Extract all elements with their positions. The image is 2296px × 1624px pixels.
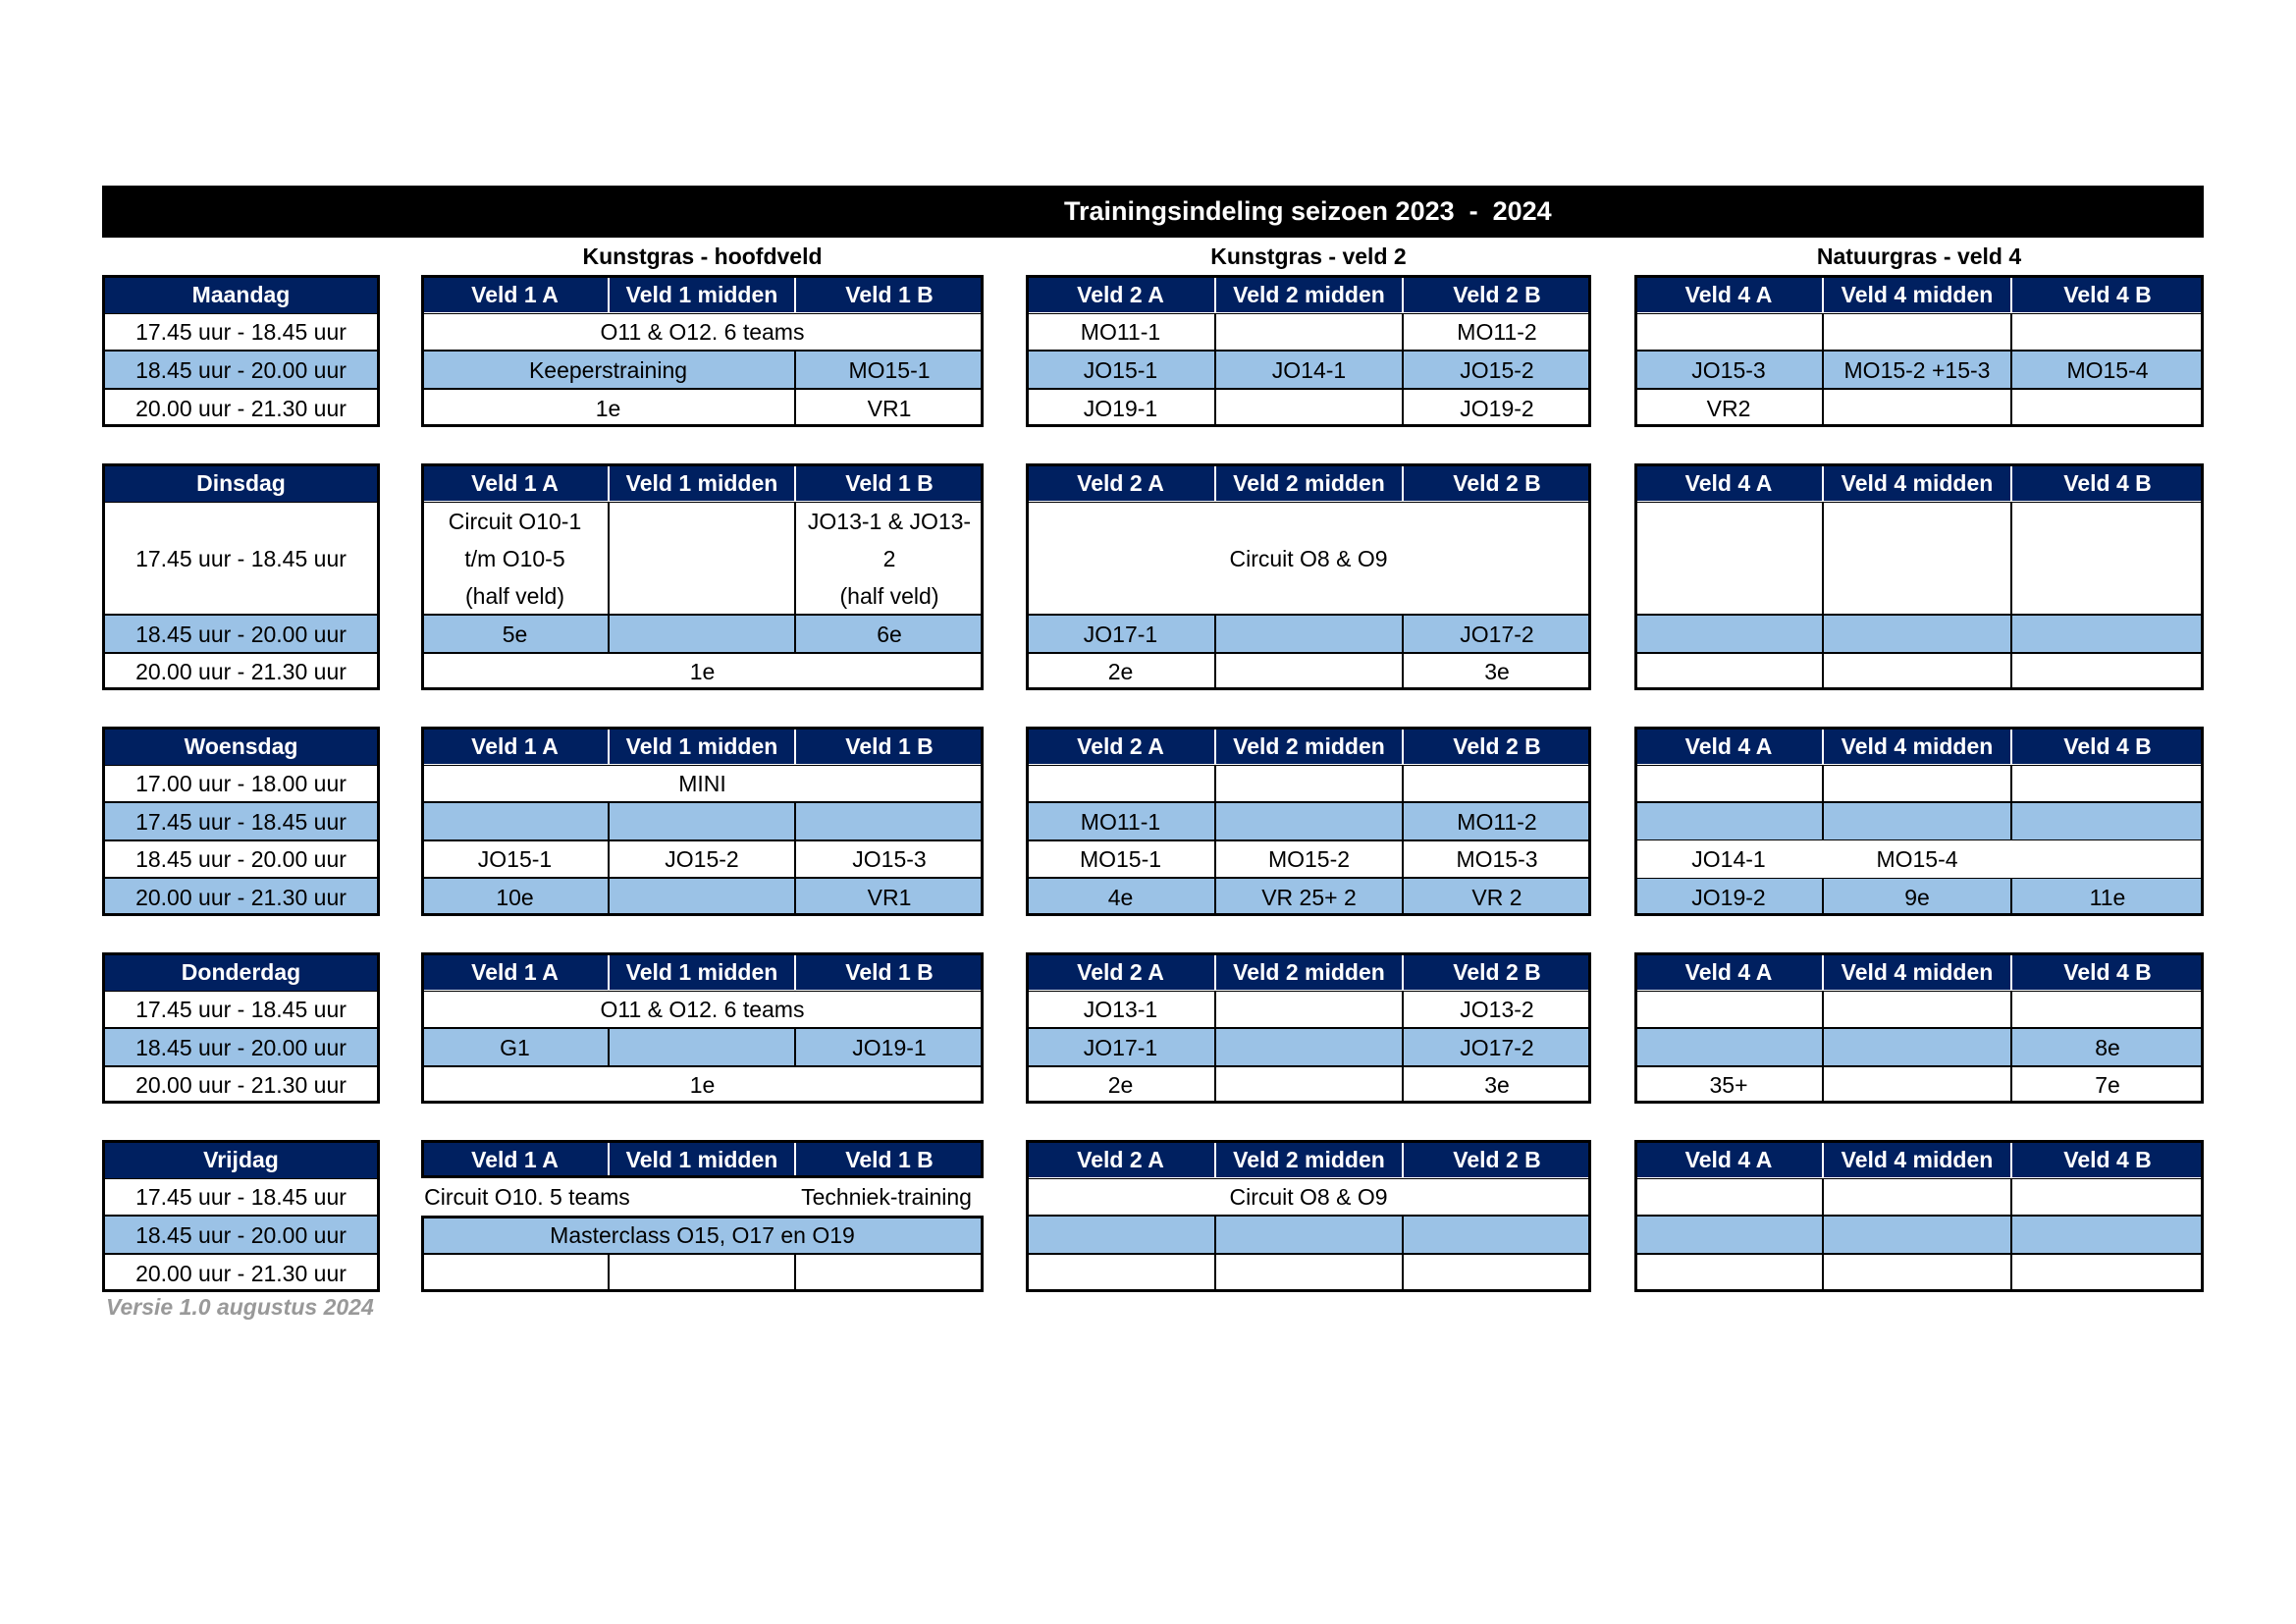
maandag-time-column	[102, 275, 380, 427]
donderdag-time-column	[102, 952, 380, 1104]
column-header: Veld 1 A	[421, 952, 609, 991]
schedule-cell	[609, 615, 795, 653]
schedule-cell: JO17-2	[1403, 615, 1591, 653]
schedule-cell	[1215, 313, 1403, 351]
schedule-cell	[2011, 653, 2204, 690]
day-header-maandag: Maandag	[102, 275, 380, 313]
donderdag-field-4	[1634, 952, 2204, 1104]
schedule-cell: MO15-3	[1403, 840, 1591, 878]
woensdag-field-2	[1026, 727, 1591, 916]
schedule-cell	[1634, 802, 1823, 840]
schedule-cell	[1823, 802, 2011, 840]
schedule-cell: MO15-1	[795, 351, 984, 389]
time-slot: 17.45 uur - 18.45 uur	[102, 802, 380, 840]
schedule-cell: MINI	[421, 765, 984, 802]
column-header: Veld 4 B	[2011, 952, 2204, 991]
schedule-cell	[609, 1254, 795, 1292]
schedule-cell: 5e	[421, 615, 609, 653]
column-header: Veld 4 A	[1634, 952, 1823, 991]
vrijdag-field-1	[421, 1140, 984, 1292]
schedule-cell	[1634, 765, 1823, 802]
time-slot: 20.00 uur - 21.30 uur	[102, 653, 380, 690]
schedule-cell: MO15-2	[1215, 840, 1403, 878]
schedule-cell: Keeperstraining	[421, 351, 795, 389]
schedule-cell	[2011, 1216, 2204, 1254]
schedule-cell	[1215, 802, 1403, 840]
schedule-cell: JO19-1	[1026, 389, 1215, 427]
column-header: Veld 1 midden	[609, 727, 795, 765]
time-slot: 17.00 uur - 18.00 uur	[102, 765, 380, 802]
schedule-cell	[2011, 802, 2204, 840]
schedule-cell: Circuit O8 & O9	[1026, 502, 1591, 615]
schedule-cell: MO11-2	[1403, 802, 1591, 840]
schedule-cell	[1823, 1178, 2011, 1216]
time-slot: 17.45 uur - 18.45 uur	[102, 313, 380, 351]
schedule-cell: JO14-1	[1691, 846, 1766, 872]
page-title: Trainingsindeling seizoen 2023 - 2024	[102, 186, 2204, 238]
woensdag-field-4	[1634, 727, 2204, 916]
column-header: Veld 2 midden	[1215, 463, 1403, 502]
schedule-cell	[2011, 502, 2204, 615]
schedule-cell: 3e	[1403, 1066, 1591, 1104]
schedule-cell	[1823, 615, 2011, 653]
schedule-cell	[1634, 653, 1823, 690]
schedule-cell: MO15-4	[2011, 351, 2204, 389]
schedule-cell	[1634, 1028, 1823, 1066]
column-header: Veld 4 midden	[1823, 952, 2011, 991]
woensdag-field-1	[421, 727, 984, 916]
vrijdag-field-4	[1634, 1140, 2204, 1292]
schedule-cell	[1215, 991, 1403, 1028]
column-header: Veld 4 A	[1634, 727, 1823, 765]
schedule-cell: 10e	[421, 878, 609, 916]
version-note: Versie 1.0 augustus 2024	[106, 1294, 374, 1320]
section-kunstgras-hoofdveld: Kunstgras - hoofdveld	[582, 244, 823, 269]
schedule-cell: JO13-2	[1403, 991, 1591, 1028]
cell-line: (half veld)	[465, 582, 564, 609]
schedule-cell	[2011, 389, 2204, 427]
schedule-cell: Circuit O8 & O9	[1026, 1178, 1591, 1216]
schedule-cell	[1634, 991, 1823, 1028]
schedule-cell	[1215, 1028, 1403, 1066]
schedule-cell: VR1	[795, 389, 984, 427]
schedule-cell	[1215, 1254, 1403, 1292]
schedule-cell: VR2	[1634, 389, 1823, 427]
schedule-cell: VR 2	[1403, 878, 1591, 916]
schedule-cell	[1403, 765, 1591, 802]
schedule-cell: JO15-3	[795, 840, 984, 878]
schedule-cell: JO13-1	[1026, 991, 1215, 1028]
schedule-cell: MO11-2	[1403, 313, 1591, 351]
schedule-cell	[1215, 653, 1403, 690]
vrijdag-field-2	[1026, 1140, 1591, 1292]
schedule-cell: 7e	[2011, 1066, 2204, 1104]
schedule-cell	[1215, 389, 1403, 427]
column-header: Veld 2 B	[1403, 952, 1591, 991]
schedule-cell: JO14-1	[1215, 351, 1403, 389]
schedule-cell: MO11-1	[1026, 802, 1215, 840]
column-header: Veld 2 A	[1026, 275, 1215, 313]
schedule-cell	[1215, 615, 1403, 653]
schedule-cell: VR1	[795, 878, 984, 916]
schedule-cell	[421, 1254, 609, 1292]
cell-line: t/m O10-5	[464, 545, 565, 571]
schedule-cell: VR 25+ 2	[1215, 878, 1403, 916]
schedule-cell	[1823, 1028, 2011, 1066]
schedule-cell	[1215, 765, 1403, 802]
column-header: Veld 1 A	[421, 727, 609, 765]
column-header: Veld 4 A	[1634, 463, 1823, 502]
column-header: Veld 4 B	[2011, 1140, 2204, 1178]
schedule-cell	[421, 802, 609, 840]
schedule-cell: 8e	[2011, 1028, 2204, 1066]
column-header: Veld 1 B	[795, 952, 984, 991]
schedule-cell	[1634, 313, 1823, 351]
day-header-dinsdag: Dinsdag	[102, 463, 380, 502]
schedule-cell	[795, 1254, 984, 1292]
column-header: Veld 2 B	[1403, 463, 1591, 502]
schedule-cell: 3e	[1403, 653, 1591, 690]
maandag-field-1	[421, 275, 984, 427]
schedule-cell	[795, 502, 984, 615]
schedule-cell	[1823, 1216, 2011, 1254]
schedule-cell	[1634, 1254, 1823, 1292]
schedule-cell: O11 & O12. 6 teams	[421, 313, 984, 351]
schedule-cell: Masterclass O15, O17 en O19	[421, 1216, 984, 1254]
time-slot: 17.45 uur - 18.45 uur	[102, 1178, 380, 1216]
schedule-cell: 6e	[795, 615, 984, 653]
column-header: Veld 2 midden	[1215, 727, 1403, 765]
schedule-cell	[1823, 389, 2011, 427]
column-header: Veld 2 A	[1026, 727, 1215, 765]
schedule-cell	[2011, 991, 2204, 1028]
time-slot: 20.00 uur - 21.30 uur	[102, 389, 380, 427]
column-header: Veld 2 B	[1403, 1140, 1591, 1178]
schedule-cell: JO17-1	[1026, 615, 1215, 653]
time-slot: 17.45 uur - 18.45 uur	[102, 991, 380, 1028]
column-header: Veld 1 B	[795, 727, 984, 765]
column-header: Veld 4 B	[2011, 727, 2204, 765]
schedule-cell	[1823, 1066, 2011, 1104]
schedule-cell: 11e	[2011, 878, 2204, 916]
day-header-woensdag: Woensdag	[102, 727, 380, 765]
schedule-cell: Circuit O10. 5 teams	[424, 1184, 630, 1210]
schedule-cell: 1e	[421, 389, 795, 427]
cell-line: Circuit O10-1	[448, 508, 582, 534]
time-slot: 18.45 uur - 20.00 uur	[102, 1028, 380, 1066]
schedule-cell	[609, 1028, 795, 1066]
dinsdag-time-column	[102, 463, 380, 690]
schedule-cell	[2011, 765, 2204, 802]
column-header: Veld 1 B	[795, 463, 984, 502]
schedule-cell	[2011, 313, 2204, 351]
schedule-cell: Techniek-training	[801, 1184, 972, 1210]
schedule-cell	[2011, 1178, 2204, 1216]
dinsdag-field-4	[1634, 463, 2204, 690]
schedule-cell	[1634, 615, 1823, 653]
schedule-cell: 1e	[421, 1066, 984, 1104]
schedule-cell	[795, 802, 984, 840]
schedule-cell	[1026, 765, 1215, 802]
schedule-cell: JO19-2	[1634, 878, 1823, 916]
donderdag-field-1	[421, 952, 984, 1104]
schedule-cell	[1634, 502, 1823, 615]
column-header: Veld 1 midden	[609, 275, 795, 313]
schedule-cell: G1	[421, 1028, 609, 1066]
schedule-cell: 4e	[1026, 878, 1215, 916]
column-header: Veld 1 B	[795, 1140, 984, 1178]
schedule-cell: 35+	[1634, 1066, 1823, 1104]
schedule-cell	[1634, 1178, 1823, 1216]
schedule-cell: JO15-1	[421, 840, 609, 878]
schedule-cell: O11 & O12. 6 teams	[421, 991, 984, 1028]
schedule-cell	[1403, 1254, 1591, 1292]
woensdag-time-column	[102, 727, 380, 916]
schedule-cell	[1823, 765, 2011, 802]
schedule-cell: JO17-2	[1403, 1028, 1591, 1066]
section-kunstgras-veld-2: Kunstgras - veld 2	[1210, 244, 1407, 269]
schedule-cell	[1634, 1216, 1823, 1254]
time-slot: 18.45 uur - 20.00 uur	[102, 1216, 380, 1254]
column-header: Veld 1 B	[795, 275, 984, 313]
schedule-cell	[1215, 1216, 1403, 1254]
maandag-field-2	[1026, 275, 1591, 427]
column-header: Veld 4 midden	[1823, 463, 2011, 502]
dinsdag-field-2	[1026, 463, 1591, 690]
column-header: Veld 4 midden	[1823, 727, 2011, 765]
time-slot: 17.45 uur - 18.45 uur	[102, 502, 380, 615]
schedule-cell: MO11-1	[1026, 313, 1215, 351]
column-header: Veld 2 midden	[1215, 275, 1403, 313]
schedule-cell	[1823, 653, 2011, 690]
schedule-cell: 1e	[421, 653, 984, 690]
schedule-cell: JO17-1	[1026, 1028, 1215, 1066]
column-header: Veld 2 B	[1403, 275, 1591, 313]
schedule-cell	[1215, 1066, 1403, 1104]
schedule-cell	[2011, 1254, 2204, 1292]
schedule-cell	[2011, 840, 2204, 878]
dinsdag-field-1	[421, 463, 984, 690]
cell-line: 2	[882, 545, 896, 571]
column-header: Veld 4 midden	[1823, 275, 2011, 313]
column-header: Veld 4 B	[2011, 463, 2204, 502]
time-slot: 20.00 uur - 21.30 uur	[102, 1254, 380, 1292]
schedule-cell	[1823, 1254, 2011, 1292]
column-header: Veld 2 midden	[1215, 1140, 1403, 1178]
column-header: Veld 1 A	[421, 1140, 609, 1178]
schedule-cell: MO15-2 +15-3	[1823, 351, 2011, 389]
column-header: Veld 4 midden	[1823, 1140, 2011, 1178]
cell-line: JO13-1 & JO13-	[807, 508, 972, 534]
schedule-cell	[1403, 1216, 1591, 1254]
schedule-cell	[609, 502, 795, 615]
day-header-donderdag: Donderdag	[102, 952, 380, 991]
schedule-cell	[1823, 502, 2011, 615]
schedule-cell	[1026, 1254, 1215, 1292]
schedule-cell	[421, 502, 609, 615]
schedule-cell: 2e	[1026, 1066, 1215, 1104]
schedule-cell: JO15-3	[1634, 351, 1823, 389]
column-header: Veld 2 A	[1026, 463, 1215, 502]
schedule-cell: 2e	[1026, 653, 1215, 690]
column-header: Veld 2 A	[1026, 952, 1215, 991]
schedule-cell: JO15-2	[1403, 351, 1591, 389]
column-header: Veld 2 B	[1403, 727, 1591, 765]
schedule-cell	[1823, 313, 2011, 351]
column-header: Veld 4 A	[1634, 1140, 1823, 1178]
column-header: Veld 1 midden	[609, 463, 795, 502]
time-slot: 18.45 uur - 20.00 uur	[102, 351, 380, 389]
time-slot: 20.00 uur - 21.30 uur	[102, 878, 380, 916]
column-header: Veld 2 midden	[1215, 952, 1403, 991]
schedule-cell	[609, 802, 795, 840]
schedule-cell: 9e	[1823, 878, 2011, 916]
schedule-cell	[609, 878, 795, 916]
column-header: Veld 1 A	[421, 463, 609, 502]
column-header: Veld 1 midden	[609, 1140, 795, 1178]
column-header: Veld 4 B	[2011, 275, 2204, 313]
schedule-cell: JO19-2	[1403, 389, 1591, 427]
column-header: Veld 1 A	[421, 275, 609, 313]
column-header: Veld 4 A	[1634, 275, 1823, 313]
vrijdag-time-column	[102, 1140, 380, 1292]
time-slot: 20.00 uur - 21.30 uur	[102, 1066, 380, 1104]
maandag-field-4	[1634, 275, 2204, 427]
schedule-cell	[1823, 991, 2011, 1028]
column-header: Veld 2 A	[1026, 1140, 1215, 1178]
schedule-cell	[2011, 615, 2204, 653]
donderdag-field-2	[1026, 952, 1591, 1104]
schedule-cell	[1026, 1216, 1215, 1254]
schedule-cell: MO15-1	[1026, 840, 1215, 878]
schedule-cell: MO15-4	[1876, 846, 1958, 872]
time-slot: 18.45 uur - 20.00 uur	[102, 840, 380, 878]
section-natuurgras-veld-4: Natuurgras - veld 4	[1816, 244, 2022, 269]
column-header: Veld 1 midden	[609, 952, 795, 991]
time-slot: 18.45 uur - 20.00 uur	[102, 615, 380, 653]
cell-line: (half veld)	[839, 582, 939, 609]
schedule-cell: JO19-1	[795, 1028, 984, 1066]
schedule-cell: JO15-1	[1026, 351, 1215, 389]
day-header-vrijdag: Vrijdag	[102, 1140, 380, 1178]
schedule-cell: JO15-2	[609, 840, 795, 878]
